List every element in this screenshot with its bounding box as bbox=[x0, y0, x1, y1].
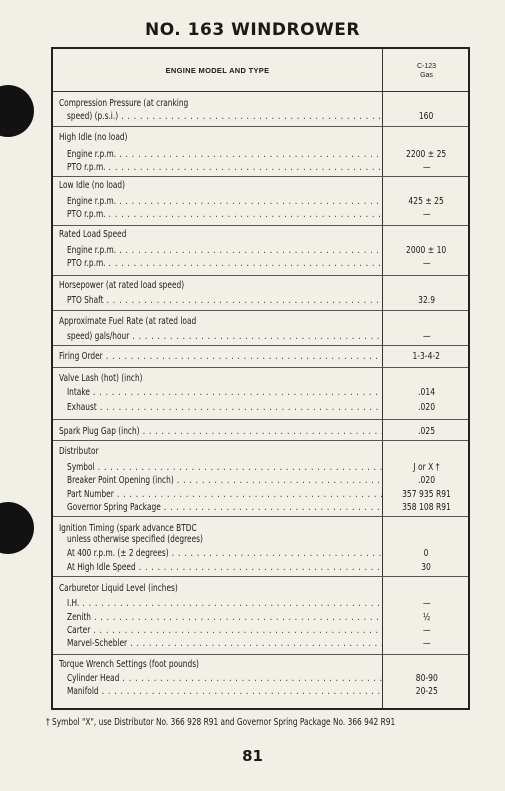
row-separator bbox=[53, 367, 468, 368]
spec-row-label: Engine r.p.m. . . . bbox=[67, 245, 382, 257]
row-separator bbox=[53, 275, 468, 276]
binder-hole bbox=[0, 85, 34, 137]
header-divider bbox=[53, 91, 468, 92]
spec-row-value: 30 bbox=[421, 562, 432, 573]
page-number: 81 bbox=[242, 747, 263, 765]
spec-row-label: Torque Wrench Settings (foot pounds) bbox=[59, 659, 199, 670]
spec-row-label: I.H. . . . bbox=[67, 598, 382, 610]
spec-row-value: — bbox=[422, 162, 431, 173]
spec-row-label: Carter . . . bbox=[67, 625, 382, 637]
spec-row-label: Cylinder Head . . . bbox=[67, 673, 382, 685]
spec-row-value: .020 bbox=[418, 475, 435, 486]
spec-row-value: ½ bbox=[422, 612, 431, 623]
spec-row-label: Breaker Point Opening (inch) . . . bbox=[67, 475, 382, 487]
header-engine-model: ENGINE MODEL AND TYPE bbox=[165, 66, 270, 75]
page-title: NO. 163 WINDROWER bbox=[145, 20, 360, 40]
row-separator bbox=[53, 576, 468, 577]
spec-row-label: Approximate Fuel Rate (at rated load bbox=[59, 316, 197, 327]
spec-row-value: — bbox=[422, 331, 431, 342]
spec-row-label: Compression Pressure (at cranking bbox=[59, 98, 189, 109]
spec-row-label: speed) gals/hour . . . bbox=[67, 331, 382, 343]
spec-row-value: .025 bbox=[418, 426, 435, 437]
header-model-code bbox=[383, 62, 470, 80]
spec-row-value: 358 108 R91 bbox=[402, 502, 451, 513]
spec-row-value: 2000 ± 10 bbox=[406, 245, 447, 256]
row-separator bbox=[53, 310, 468, 311]
spec-row-label: Distributor bbox=[59, 446, 99, 457]
spec-row-label: At 400 r.p.m. (± 2 degrees) . . . bbox=[67, 548, 382, 560]
fuel-type: Gas bbox=[420, 72, 433, 79]
spec-row-value: J or X † bbox=[413, 462, 440, 473]
spec-row-value: 80-90 bbox=[415, 673, 438, 684]
spec-row-label: Part Number . . . bbox=[67, 489, 382, 501]
spec-row-value: — bbox=[422, 258, 431, 269]
binder-hole bbox=[0, 502, 34, 554]
spec-row-value: 357 935 R91 bbox=[402, 489, 451, 500]
spec-row-value: 160 bbox=[419, 111, 434, 122]
spec-row-label: Firing Order . . . bbox=[59, 351, 382, 363]
spec-row-label: Horsepower (at rated load speed) bbox=[59, 280, 185, 291]
spec-row-label: PTO r.p.m. . . . bbox=[67, 258, 382, 270]
row-separator bbox=[53, 126, 468, 127]
spec-row-label: Low Idle (no load) bbox=[59, 180, 126, 191]
spec-row-value: .014 bbox=[418, 387, 435, 398]
footnote-text: † Symbol "X", use Distributor No. 366 928 R91 and Governor Spring Package No. 366 942 R91 bbox=[46, 717, 396, 728]
spec-row-value: — bbox=[422, 638, 431, 649]
spec-row-label: Governor Spring Package . . . bbox=[67, 502, 382, 514]
row-separator bbox=[53, 516, 468, 517]
spec-row-value: 0 bbox=[424, 548, 429, 559]
row-separator bbox=[53, 654, 468, 655]
spec-row-value: 1-3-4-2 bbox=[412, 351, 441, 362]
spec-row-label: Valve Lash (hot) (inch) bbox=[59, 373, 143, 384]
spec-row-value: — bbox=[422, 598, 431, 609]
footnote bbox=[46, 717, 476, 728]
spec-row-value: .020 bbox=[418, 402, 435, 413]
spec-row-label: Spark Plug Gap (inch) . . . bbox=[59, 426, 382, 438]
spec-row-value: 425 ± 25 bbox=[408, 196, 445, 207]
spec-row-label: High Idle (no load) bbox=[59, 132, 128, 143]
spec-row-label: Marvel-Schebler . . . bbox=[67, 638, 382, 650]
spec-row-label: Zenith . . . bbox=[67, 612, 382, 624]
spec-row-label: unless otherwise specified (degrees) bbox=[67, 534, 203, 545]
spec-row-label: PTO Shaft . . . bbox=[67, 295, 382, 307]
spec-row-label: Exhaust . . . bbox=[67, 402, 382, 414]
spec-row-value: 20-25 bbox=[415, 686, 438, 697]
row-separator bbox=[53, 176, 468, 177]
spec-row-label: Engine r.p.m. . . . bbox=[67, 149, 382, 161]
spec-row-label: Ignition Timing (spark advance BTDC bbox=[59, 523, 197, 534]
spec-row-value: 2200 ± 25 bbox=[406, 149, 447, 160]
spec-row-label: Symbol . . . bbox=[67, 462, 382, 474]
row-separator bbox=[53, 225, 468, 226]
spec-row-label: At High Idle Speed . . . bbox=[67, 562, 382, 574]
spec-row-label: PTO r.p.m. . . . bbox=[67, 162, 382, 174]
spec-row-value: — bbox=[422, 209, 431, 220]
row-separator bbox=[53, 440, 468, 441]
spec-row-value: 32.9 bbox=[418, 295, 435, 306]
row-separator bbox=[53, 419, 468, 420]
model-code: C-123 bbox=[416, 63, 437, 70]
spec-row-label: PTO r.p.m. . . . bbox=[67, 209, 382, 221]
spec-row-label: Manifold . . . bbox=[67, 686, 382, 698]
spec-row-value: — bbox=[422, 625, 431, 636]
spec-row-label: Carburetor Liquid Level (inches) bbox=[59, 583, 178, 594]
spec-row-label: Engine r.p.m. . . . bbox=[67, 196, 382, 208]
spec-row-label: speed) (p.s.i.) . . . bbox=[67, 111, 382, 123]
spec-row-label: Rated Load Speed bbox=[59, 229, 127, 240]
spec-row-label: Intake . . . bbox=[67, 387, 382, 399]
row-separator bbox=[53, 345, 468, 346]
